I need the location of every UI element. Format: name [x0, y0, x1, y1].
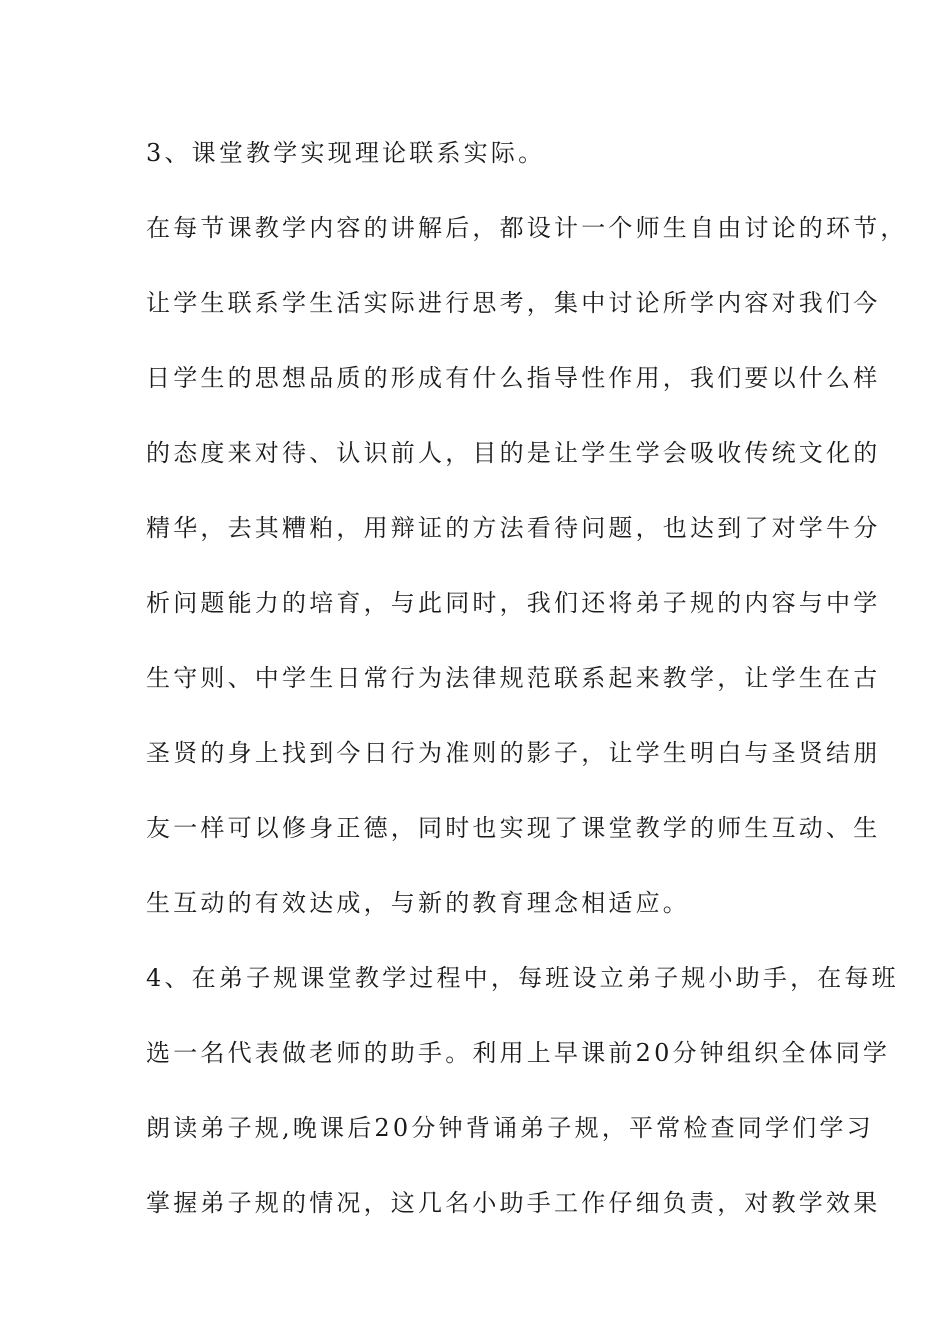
text-line: 选一名代表做老师的助手。利用上早课前20分钟组织全体同学 — [146, 1039, 891, 1067]
text-line: 圣贤的身上找到今日行为准则的影子，让学生明白与圣贤结朋 — [146, 739, 881, 767]
text-line: 日学生的思想品质的形成有什么指导性作用，我们要以什么样 — [146, 364, 881, 392]
paragraph-heading-4: 4、在弟子规课堂教学过程中，每班设立弟子规小助手，在每班 — [146, 964, 899, 992]
text-line: 生互动的有效达成，与新的教育理念相适应。 — [146, 889, 690, 917]
text-line: 析问题能力的培育，与此同时，我们还将弟子规的内容与中学 — [146, 589, 881, 617]
paragraph-heading-3: 3、课堂教学实现理论联系实际。 — [146, 139, 546, 167]
text-line: 友一样可以修身正德，同时也实现了课堂教学的师生互动、生 — [146, 814, 881, 842]
text-line: 让学生联系学生活实际进行思考，集中讨论所学内容对我们今 — [146, 289, 881, 317]
text-line: 生守则、中学生日常行为法律规范联系起来教学，让学生在古 — [146, 664, 881, 692]
text-line: 在每节课教学内容的讲解后，都设计一个师生自由讨论的环节， — [146, 214, 908, 242]
text-line: 朗读弟子规,晚课后20分钟背诵弟子规，平常检查同学们学习 — [146, 1114, 874, 1142]
text-line: 的态度来对待、认识前人，目的是让学生学会吸收传统文化的 — [146, 439, 881, 467]
text-line: 精华，去其糟粕，用辩证的方法看待问题，也达到了对学牛分 — [146, 514, 881, 542]
text-line: 掌握弟子规的情况，这几名小助手工作仔细负责，对教学效果 — [146, 1189, 881, 1217]
